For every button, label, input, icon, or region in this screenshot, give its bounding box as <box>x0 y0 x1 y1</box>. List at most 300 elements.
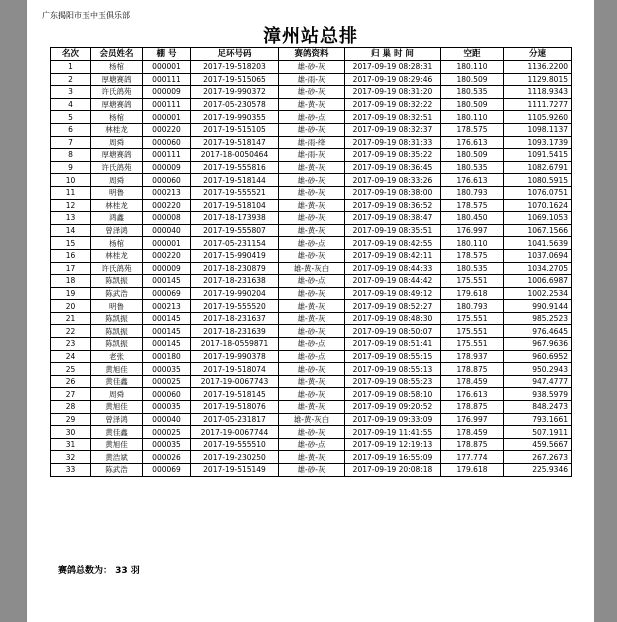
table-cell: 17 <box>51 262 91 275</box>
column-header: 会员姓名 <box>91 48 143 61</box>
table-cell: 2017-09-19 08:50:07 <box>345 325 441 338</box>
table-cell: 2017-18-231638 <box>191 275 279 288</box>
club-name: 广东揭阳市玉中玉俱乐部 <box>42 11 130 20</box>
table-cell: 1006.6987 <box>504 275 572 288</box>
header-row <box>51 48 572 61</box>
table-cell: 2017-19-990372 <box>191 86 279 99</box>
table-cell: 明鲁 <box>91 186 143 199</box>
table-cell: 000008 <box>143 212 191 225</box>
table-cell: 176.997 <box>441 224 504 237</box>
table-cell: 1 <box>51 61 91 74</box>
column-header: 空距 <box>441 48 504 61</box>
table-row <box>51 111 572 124</box>
table-cell: 陈武浩 <box>91 287 143 300</box>
table-cell: 9 <box>51 161 91 174</box>
table-cell: 2017-19-518203 <box>191 61 279 74</box>
table-cell: 000180 <box>143 350 191 363</box>
table-cell: 32 <box>51 451 91 464</box>
table-cell: 雄-砂-灰 <box>279 363 345 376</box>
table-cell: 2017-09-19 08:42:11 <box>345 249 441 262</box>
table-cell: 2017-09-19 08:29:46 <box>345 73 441 86</box>
table-row <box>51 174 572 187</box>
table-cell: 雄-砂-灰 <box>279 388 345 401</box>
table-row <box>51 426 572 439</box>
table-cell: 2017-09-19 16:55:09 <box>345 451 441 464</box>
table-cell: 2017-19-990355 <box>191 111 279 124</box>
table-cell: 曾泽鸿 <box>91 224 143 237</box>
table-cell: 950.2943 <box>504 363 572 376</box>
table-cell: 000025 <box>143 375 191 388</box>
table-cell: 459.5667 <box>504 438 572 451</box>
table-cell: 180.793 <box>441 186 504 199</box>
table-cell: 178.459 <box>441 426 504 439</box>
table-cell: 2017-19-518145 <box>191 388 279 401</box>
table-cell: 000009 <box>143 86 191 99</box>
table-cell: 1034.2705 <box>504 262 572 275</box>
table-cell: 180.110 <box>441 237 504 250</box>
table-cell: 许氏鸽苑 <box>91 86 143 99</box>
table-cell: 000111 <box>143 98 191 111</box>
table-cell: 178.875 <box>441 363 504 376</box>
table-row <box>51 300 572 313</box>
table-cell: 2017-19-555520 <box>191 300 279 313</box>
table-cell: 陈凯振 <box>91 325 143 338</box>
column-header: 棚 号 <box>143 48 191 61</box>
table-cell: 1067.1566 <box>504 224 572 237</box>
table-cell: 2017-09-19 08:36:52 <box>345 199 441 212</box>
table-row <box>51 413 572 426</box>
table-cell: 000040 <box>143 413 191 426</box>
table-row <box>51 212 572 225</box>
table-cell: 陈凯振 <box>91 338 143 351</box>
table-cell: 雄-黄-灰 <box>279 161 345 174</box>
results-table <box>50 47 572 477</box>
table-cell: 000060 <box>143 136 191 149</box>
table-cell: 176.613 <box>441 174 504 187</box>
table-cell: 陈凯振 <box>91 312 143 325</box>
table-cell: 938.5979 <box>504 388 572 401</box>
table-cell: 2017-09-19 08:55:23 <box>345 375 441 388</box>
table-cell: 2017-09-19 08:49:12 <box>345 287 441 300</box>
table-cell: 2017-05-231817 <box>191 413 279 426</box>
table-cell: 000220 <box>143 199 191 212</box>
table-cell: 178.575 <box>441 123 504 136</box>
table-cell: 雄-黄-灰 <box>279 300 345 313</box>
table-cell: 000035 <box>143 438 191 451</box>
table-row <box>51 161 572 174</box>
table-cell: 雄-黄-灰 <box>279 199 345 212</box>
table-cell: 2017-09-19 08:48:30 <box>345 312 441 325</box>
column-header: 归 巢 时 间 <box>345 48 441 61</box>
table-cell: 黄佳鑫 <box>91 426 143 439</box>
table-cell: 1070.1624 <box>504 199 572 212</box>
table-cell: 178.459 <box>441 375 504 388</box>
table-cell: 2017-09-19 08:52:27 <box>345 300 441 313</box>
table-cell: 周舜 <box>91 174 143 187</box>
table-cell: 4 <box>51 98 91 111</box>
table-cell: 2017-19-518076 <box>191 401 279 414</box>
table-cell: 2017-19-515105 <box>191 123 279 136</box>
column-header: 名次 <box>51 48 91 61</box>
table-cell: 雄-砂-灰 <box>279 249 345 262</box>
table-cell: 000069 <box>143 464 191 477</box>
table-cell: 2017-19-518074 <box>191 363 279 376</box>
table-cell: 2017-19-555510 <box>191 438 279 451</box>
table-cell: 许氏鸽苑 <box>91 161 143 174</box>
table-cell: 1136.2200 <box>504 61 572 74</box>
table-cell: 雄-砂-灰 <box>279 174 345 187</box>
table-row <box>51 199 572 212</box>
table-cell: 000040 <box>143 224 191 237</box>
table-cell: 2017-19-0067744 <box>191 426 279 439</box>
table-cell: 176.613 <box>441 136 504 149</box>
table-cell: 2017-15-990419 <box>191 249 279 262</box>
table-cell: 2017-09-19 09:20:52 <box>345 401 441 414</box>
table-cell: 2017-09-19 08:38:00 <box>345 186 441 199</box>
table-cell: 1091.5415 <box>504 149 572 162</box>
table-row <box>51 186 572 199</box>
table-cell: 2 <box>51 73 91 86</box>
table-cell: 990.9144 <box>504 300 572 313</box>
table-cell: 2017-19-990204 <box>191 287 279 300</box>
table-cell: 19 <box>51 287 91 300</box>
table-cell: 22 <box>51 325 91 338</box>
table-cell: 178.575 <box>441 249 504 262</box>
table-cell: 周舜 <box>91 388 143 401</box>
table-cell: 179.618 <box>441 287 504 300</box>
table-cell: 周舜 <box>91 136 143 149</box>
table-cell: 林桂龙 <box>91 249 143 262</box>
table-row <box>51 249 572 262</box>
table-row <box>51 73 572 86</box>
table-cell: 2017-09-19 08:44:42 <box>345 275 441 288</box>
table-cell: 2017-19-230250 <box>191 451 279 464</box>
table-cell: 雄-砂-灰 <box>279 325 345 338</box>
table-cell: 2017-19-518144 <box>191 174 279 187</box>
table-cell: 2017-09-19 08:32:37 <box>345 123 441 136</box>
table-cell: 雄-黄-灰白 <box>279 262 345 275</box>
table-cell: 2017-19-515065 <box>191 73 279 86</box>
table-cell: 黄旭佳 <box>91 438 143 451</box>
table-cell: 雄-砂-点 <box>279 338 345 351</box>
table-cell: 雄-黄-灰 <box>279 401 345 414</box>
column-header: 足环号码 <box>191 48 279 61</box>
table-cell: 177.774 <box>441 451 504 464</box>
report-page <box>27 0 594 622</box>
table-cell: 25 <box>51 363 91 376</box>
table-cell: 2017-05-230578 <box>191 98 279 111</box>
table-cell: 雄-黄-灰 <box>279 451 345 464</box>
table-cell: 雄-雨-绛 <box>279 136 345 149</box>
table-cell: 000009 <box>143 262 191 275</box>
table-cell: 180.535 <box>441 86 504 99</box>
table-cell: 178.875 <box>441 401 504 414</box>
table-cell: 000213 <box>143 300 191 313</box>
table-cell: 23 <box>51 338 91 351</box>
table-cell: 2017-09-19 08:44:33 <box>345 262 441 275</box>
table-row <box>51 224 572 237</box>
table-cell: 2017-09-19 08:36:45 <box>345 161 441 174</box>
table-row <box>51 262 572 275</box>
table-cell: 2017-09-19 08:42:55 <box>345 237 441 250</box>
table-cell: 2017-19-0067743 <box>191 375 279 388</box>
table-cell: 2017-09-19 08:31:20 <box>345 86 441 99</box>
viewer-background-right <box>594 0 617 622</box>
table-cell: 2017-09-19 08:35:51 <box>345 224 441 237</box>
table-cell: 雄-砂-灰 <box>279 123 345 136</box>
table-cell: 2017-18-231639 <box>191 325 279 338</box>
table-cell: 26 <box>51 375 91 388</box>
table-cell: 000009 <box>143 161 191 174</box>
table-cell: 2017-18-0559871 <box>191 338 279 351</box>
table-cell: 雄-黄-灰 <box>279 312 345 325</box>
table-cell: 雄-砂-灰 <box>279 86 345 99</box>
table-cell: 16 <box>51 249 91 262</box>
table-cell: 2017-19-518147 <box>191 136 279 149</box>
table-cell: 2017-09-19 08:33:26 <box>345 174 441 187</box>
table-cell: 7 <box>51 136 91 149</box>
table-cell: 8 <box>51 149 91 162</box>
table-cell: 000145 <box>143 325 191 338</box>
table-cell: 1002.2534 <box>504 287 572 300</box>
table-cell: 黄旭佳 <box>91 363 143 376</box>
table-cell: 11 <box>51 186 91 199</box>
table-cell: 000213 <box>143 186 191 199</box>
table-cell: 178.937 <box>441 350 504 363</box>
column-header: 分速 <box>504 48 572 61</box>
table-cell: 28 <box>51 401 91 414</box>
table-cell: 000220 <box>143 249 191 262</box>
table-cell: 1111.7277 <box>504 98 572 111</box>
table-cell: 雄-砂-点 <box>279 237 345 250</box>
table-cell: 31 <box>51 438 91 451</box>
table-row <box>51 401 572 414</box>
table-cell: 176.997 <box>441 413 504 426</box>
table-cell: 雄-砂-灰 <box>279 212 345 225</box>
table-cell: 厚塘赛鸽 <box>91 73 143 86</box>
table-cell: 曾泽鸿 <box>91 413 143 426</box>
table-cell: 178.875 <box>441 438 504 451</box>
table-cell: 1098.1137 <box>504 123 572 136</box>
table-cell: 5 <box>51 111 91 124</box>
table-cell: 鸿鑫 <box>91 212 143 225</box>
table-cell: 1129.8015 <box>504 73 572 86</box>
table-cell: 2017-09-19 08:58:10 <box>345 388 441 401</box>
table-cell: 2017-09-19 08:32:51 <box>345 111 441 124</box>
table-cell: 2017-19-555521 <box>191 186 279 199</box>
table-cell: 2017-09-19 08:35:22 <box>345 149 441 162</box>
table-cell: 000060 <box>143 388 191 401</box>
table-cell: 976.4645 <box>504 325 572 338</box>
table-cell: 000220 <box>143 123 191 136</box>
table-cell: 20 <box>51 300 91 313</box>
table-cell: 雄-黄-灰 <box>279 375 345 388</box>
table-row <box>51 61 572 74</box>
pigeon-total: 赛鸽总数为： 33 羽 <box>58 566 140 576</box>
table-cell: 1093.1739 <box>504 136 572 149</box>
table-row <box>51 338 572 351</box>
table-cell: 2017-09-19 09:33:09 <box>345 413 441 426</box>
table-cell: 29 <box>51 413 91 426</box>
table-cell: 507.1911 <box>504 426 572 439</box>
table-cell: 15 <box>51 237 91 250</box>
table-cell: 雄-雨-灰 <box>279 149 345 162</box>
table-row <box>51 363 572 376</box>
table-cell: 18 <box>51 275 91 288</box>
table-cell: 225.9346 <box>504 464 572 477</box>
table-cell: 2017-09-19 11:41:55 <box>345 426 441 439</box>
table-cell: 雄-黄-灰 <box>279 224 345 237</box>
table-cell: 雄-黄-灰白 <box>279 413 345 426</box>
table-cell: 雄-砂-点 <box>279 275 345 288</box>
table-cell: 雄-砂-灰 <box>279 464 345 477</box>
table-row <box>51 451 572 464</box>
table-cell: 180.509 <box>441 98 504 111</box>
page-title: 漳州站总排 <box>263 26 358 47</box>
table-cell: 林桂龙 <box>91 199 143 212</box>
table-cell: 24 <box>51 350 91 363</box>
table-cell: 1069.1053 <box>504 212 572 225</box>
table-row <box>51 98 572 111</box>
table-cell: 175.551 <box>441 338 504 351</box>
table-cell: 000111 <box>143 149 191 162</box>
table-cell: 1118.9343 <box>504 86 572 99</box>
table-cell: 2017-09-19 08:38:47 <box>345 212 441 225</box>
table-cell: 793.1661 <box>504 413 572 426</box>
table-cell: 厚塘赛鸽 <box>91 149 143 162</box>
table-cell: 雄-砂-点 <box>279 111 345 124</box>
table-cell: 180.450 <box>441 212 504 225</box>
table-cell: 967.9636 <box>504 338 572 351</box>
table-cell: 179.618 <box>441 464 504 477</box>
table-cell: 杨棺 <box>91 61 143 74</box>
table-cell: 黄旭佳 <box>91 401 143 414</box>
table-cell: 180.793 <box>441 300 504 313</box>
table-row <box>51 325 572 338</box>
table-cell: 雄-砂-灰 <box>279 426 345 439</box>
table-cell: 杨棺 <box>91 237 143 250</box>
table-cell: 178.575 <box>441 199 504 212</box>
table-row <box>51 375 572 388</box>
table-cell: 180.535 <box>441 262 504 275</box>
table-cell: 14 <box>51 224 91 237</box>
table-cell: 1080.5915 <box>504 174 572 187</box>
table-cell: 000001 <box>143 237 191 250</box>
table-cell: 175.551 <box>441 325 504 338</box>
table-cell: 陈武浩 <box>91 464 143 477</box>
table-row <box>51 388 572 401</box>
table-cell: 2017-19-555816 <box>191 161 279 174</box>
table-cell: 175.551 <box>441 275 504 288</box>
table-cell: 000145 <box>143 312 191 325</box>
table-cell: 2017-19-990378 <box>191 350 279 363</box>
table-cell: 848.2473 <box>504 401 572 414</box>
table-row <box>51 438 572 451</box>
table-cell: 雄-砂-灰 <box>279 61 345 74</box>
table-cell: 雄-雨-灰 <box>279 73 345 86</box>
table-cell: 雄-砂-灰 <box>279 186 345 199</box>
table-cell: 2017-19-515149 <box>191 464 279 477</box>
table-cell: 27 <box>51 388 91 401</box>
table-row <box>51 149 572 162</box>
table-cell: 2017-09-19 08:31:33 <box>345 136 441 149</box>
table-cell: 000035 <box>143 401 191 414</box>
table-cell: 180.509 <box>441 149 504 162</box>
table-cell: 947.4777 <box>504 375 572 388</box>
table-cell: 明鲁 <box>91 300 143 313</box>
table-cell: 许氏鸽苑 <box>91 262 143 275</box>
table-cell: 985.2523 <box>504 312 572 325</box>
table-cell: 雄-砂-点 <box>279 438 345 451</box>
table-cell: 6 <box>51 123 91 136</box>
table-row <box>51 237 572 250</box>
table-row <box>51 464 572 477</box>
column-header: 赛鸽资料 <box>279 48 345 61</box>
table-cell: 2017-09-19 08:28:31 <box>345 61 441 74</box>
table-cell: 陈凯振 <box>91 275 143 288</box>
table-cell: 33 <box>51 464 91 477</box>
table-row <box>51 275 572 288</box>
table-cell: 2017-09-19 08:55:15 <box>345 350 441 363</box>
table-cell: 000026 <box>143 451 191 464</box>
table-cell: 2017-18-173938 <box>191 212 279 225</box>
table-cell: 960.6952 <box>504 350 572 363</box>
table-cell: 2017-18-0050464 <box>191 149 279 162</box>
table-cell: 000001 <box>143 111 191 124</box>
table-row <box>51 312 572 325</box>
table-cell: 21 <box>51 312 91 325</box>
table-cell: 000035 <box>143 363 191 376</box>
table-row <box>51 350 572 363</box>
table-cell: 雄-黄-灰 <box>279 98 345 111</box>
table-cell: 老张 <box>91 350 143 363</box>
table-cell: 000025 <box>143 426 191 439</box>
table-cell: 13 <box>51 212 91 225</box>
table-row <box>51 123 572 136</box>
table-cell: 1076.0751 <box>504 186 572 199</box>
table-cell: 2017-18-231637 <box>191 312 279 325</box>
table-cell: 1041.5639 <box>504 237 572 250</box>
table-cell: 000111 <box>143 73 191 86</box>
table-cell: 30 <box>51 426 91 439</box>
table-cell: 雄-砂-点 <box>279 350 345 363</box>
table-cell: 2017-19-555807 <box>191 224 279 237</box>
table-cell: 267.2673 <box>504 451 572 464</box>
table-cell: 2017-09-19 20:08:18 <box>345 464 441 477</box>
table-cell: 1105.9260 <box>504 111 572 124</box>
table-cell: 黄浩斌 <box>91 451 143 464</box>
table-cell: 1037.0694 <box>504 249 572 262</box>
table-cell: 180.509 <box>441 73 504 86</box>
table-cell: 12 <box>51 199 91 212</box>
table-cell: 雄-砂-灰 <box>279 287 345 300</box>
table-cell: 180.110 <box>441 61 504 74</box>
table-cell: 2017-09-19 08:51:41 <box>345 338 441 351</box>
table-cell: 杨棺 <box>91 111 143 124</box>
table-row <box>51 86 572 99</box>
table-cell: 10 <box>51 174 91 187</box>
table-cell: 176.613 <box>441 388 504 401</box>
table-cell: 3 <box>51 86 91 99</box>
table-cell: 2017-05-231154 <box>191 237 279 250</box>
table-cell: 1082.6791 <box>504 161 572 174</box>
table-row <box>51 136 572 149</box>
table-cell: 2017-09-19 08:32:22 <box>345 98 441 111</box>
table-cell: 175.551 <box>441 312 504 325</box>
table-cell: 林桂龙 <box>91 123 143 136</box>
table-cell: 000145 <box>143 338 191 351</box>
table-cell: 2017-19-518104 <box>191 199 279 212</box>
